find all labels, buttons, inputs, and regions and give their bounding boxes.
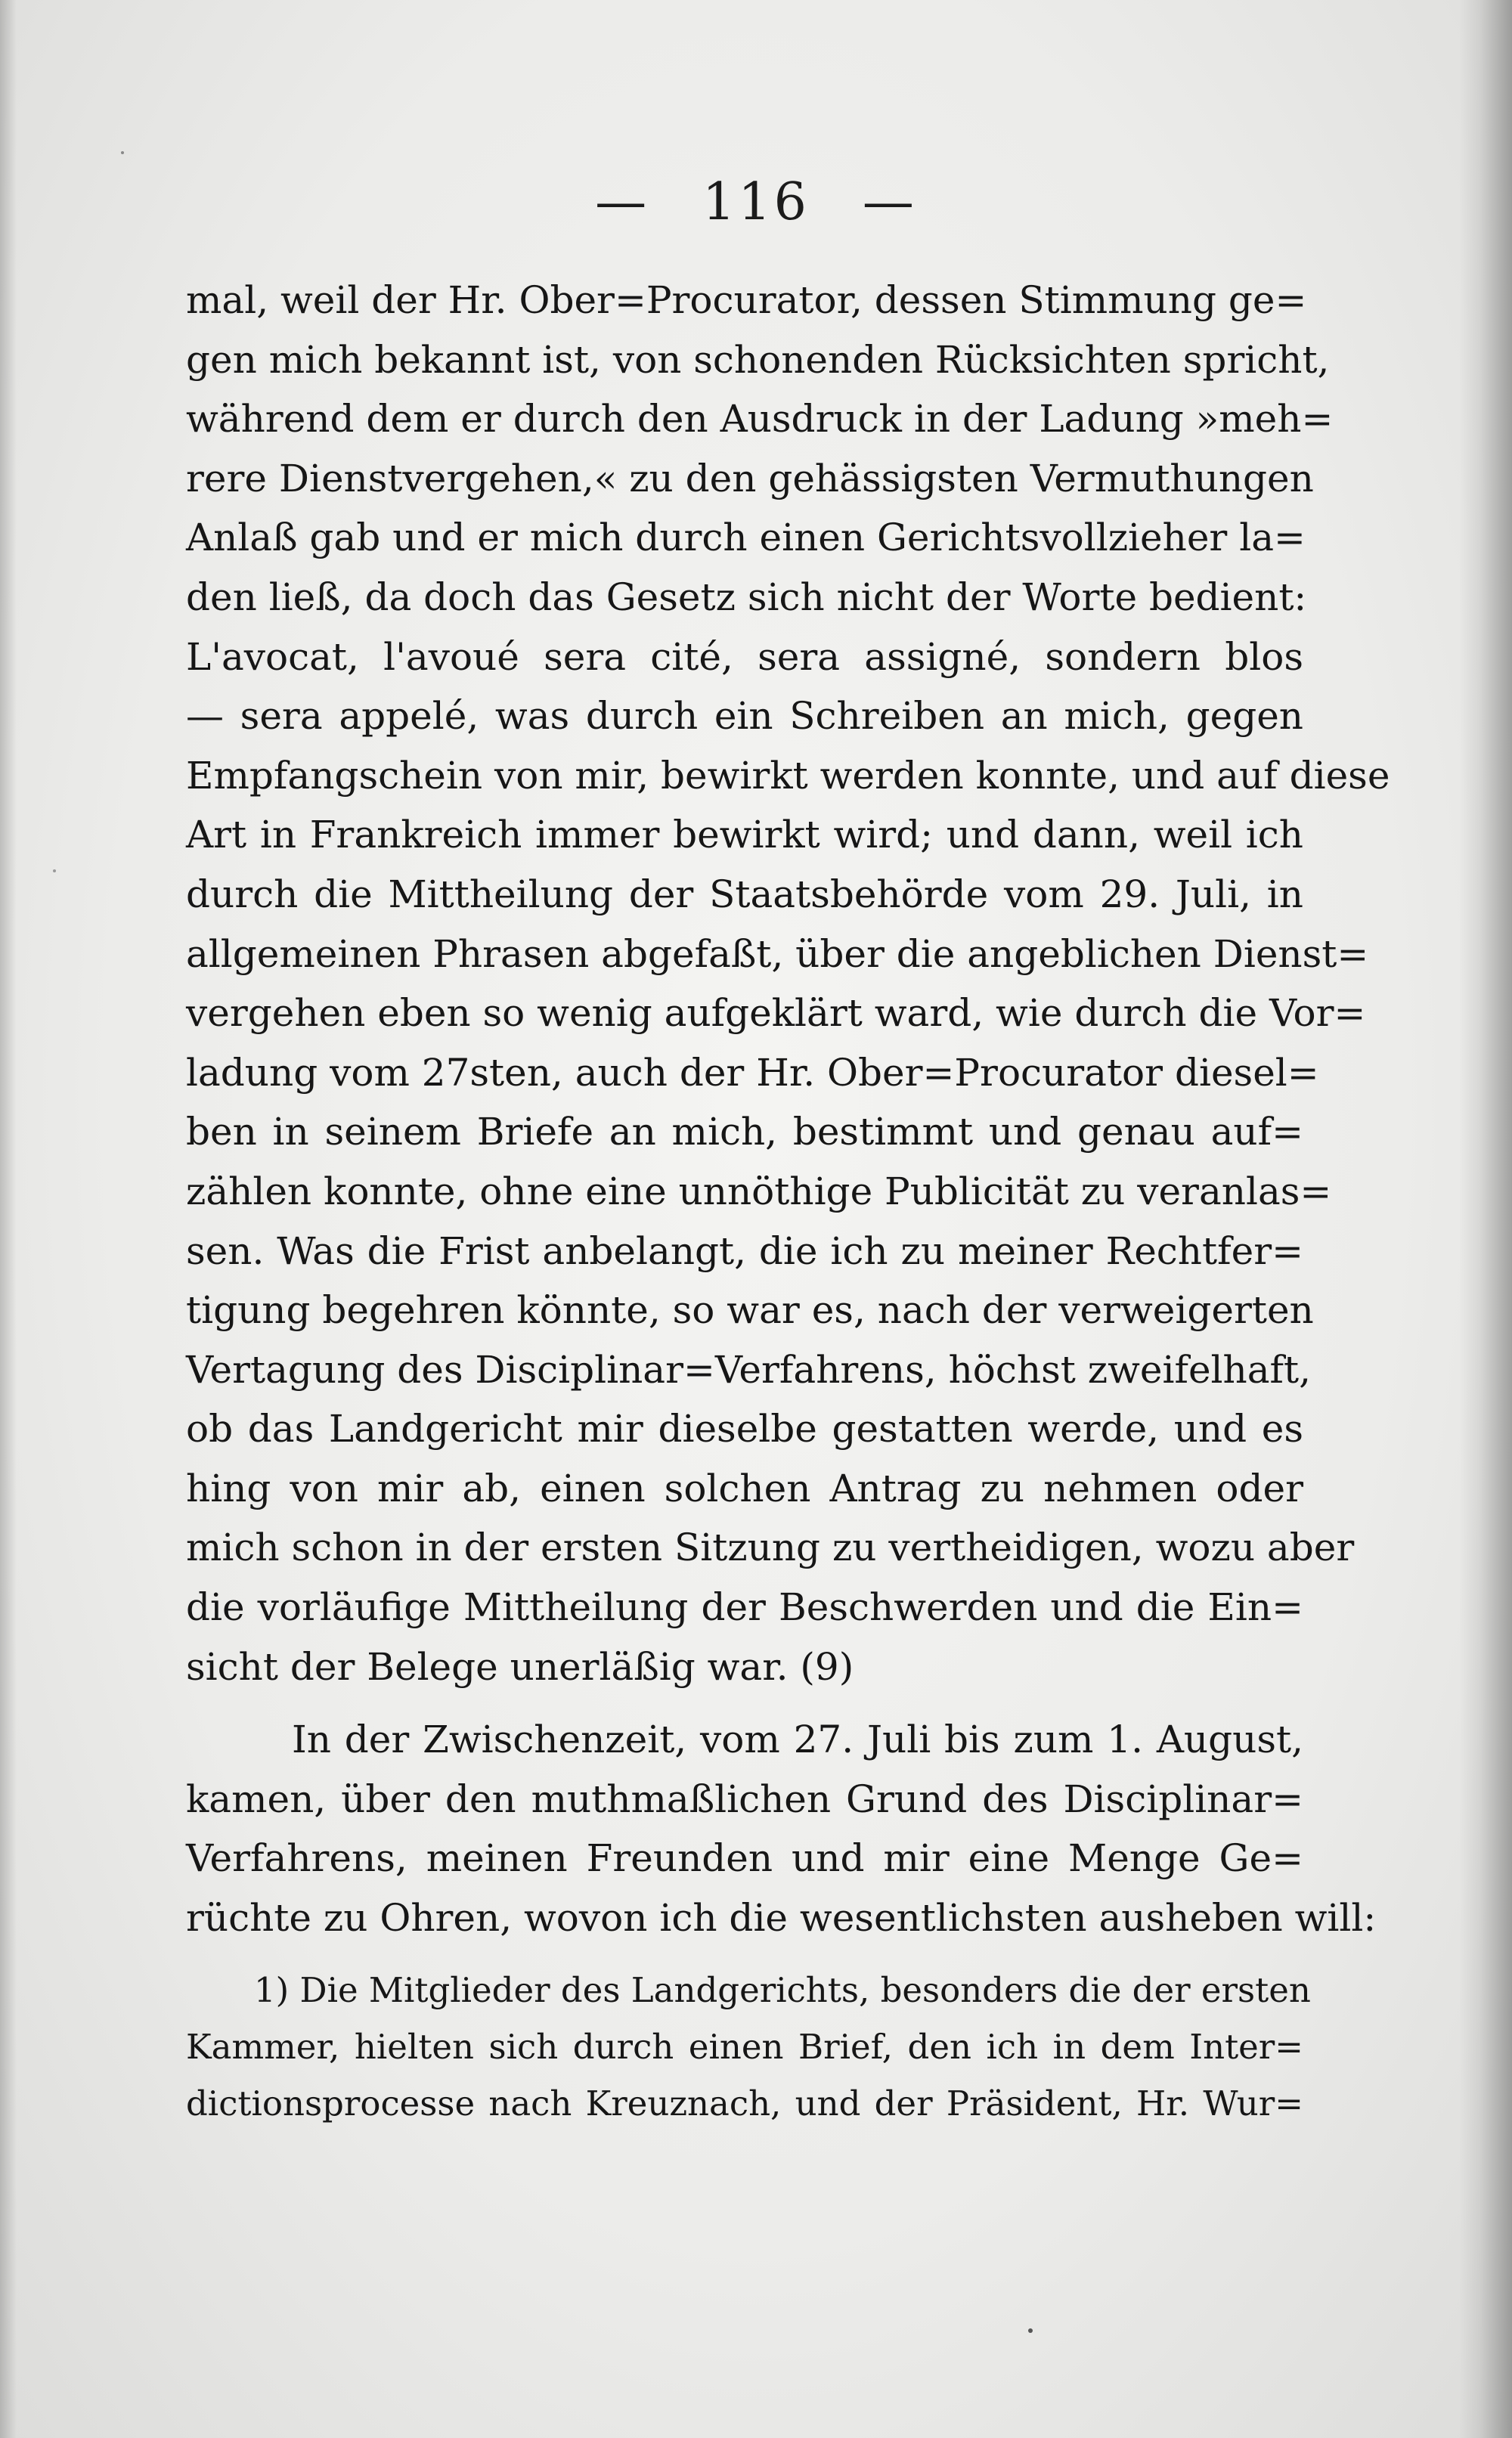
list-item-1 [186, 1962, 1311, 2132]
text-line: die vorläufige Mittheilung der Beschwerden und die Ein= [186, 1585, 1303, 1630]
text-line: den ließ, da doch das Gesetz sich nicht der Worte bedient: [186, 575, 1307, 619]
text-line: Vertagung des Disciplinar=Verfahrens, höchst zweifelhaft, [186, 1347, 1312, 1392]
header-dash-right: — [862, 172, 917, 232]
text-line: mich schon in der ersten Sitzung zu vertheidigen, wozu aber [186, 1526, 1355, 1570]
text-line: In der Zwischenzeit, vom 27. Juli bis zum 1. August, [292, 1718, 1303, 1762]
header-dash-left: — [595, 172, 650, 232]
text-line: ben in seinem Briefe an mich, bestimmt und genau auf= [186, 1110, 1303, 1154]
text-line: Art in Frankreich immer bewirkt wird; und dann, weil ich [186, 813, 1303, 857]
text-line: ladung vom 27sten, auch der Hr. Ober=Procurator diesel= [186, 1050, 1319, 1095]
text-line: rere Dienstvergehen,« zu den gehässigsten Vermuthungen [186, 456, 1314, 500]
text-line: sicht der Belege unerläßig war. (9) [186, 1644, 854, 1689]
paragraph-gap [186, 1696, 1303, 1710]
paragraph-gap [186, 1948, 1303, 1962]
text-line: Verfahrens, meinen Freunden und mir eine Menge Ge= [186, 1836, 1303, 1881]
text-line: Anlaß gab und er mich durch einen Gerichtsvollzieher la= [186, 516, 1306, 560]
page-body-text [186, 271, 1390, 2132]
text-line: während dem er durch den Ausdruck in der Ladung »meh= [186, 397, 1334, 441]
text-line: zählen konnte, ohne eine unnöthige Publicität zu veranlas= [186, 1169, 1332, 1213]
text-line: Kammer, hielten sich durch einen Brief, den ich in dem Inter= [186, 2026, 1303, 2067]
text-line: L'avocat, l'avoué sera cité, sera assigné, sondern blos [186, 634, 1303, 679]
text-line: Empfangschein von mir, bewirkt werden konnte, und auf diese [186, 753, 1390, 798]
text-line: gen mich bekannt ist, von schonenden Rücksichten spricht, [186, 337, 1330, 382]
text-line: kamen, über den muthmaßlichen Grund des Disciplinar= [186, 1777, 1303, 1821]
text-line: rüchte zu Ohren, wovon ich die wesentlichsten ausheben will: [186, 1896, 1377, 1941]
text-line: tigung begehren könnte, so war es, nach der verweigerten [186, 1288, 1314, 1333]
paper-speck [121, 151, 124, 154]
paragraph-1 [186, 271, 1390, 1696]
paper-speck [1028, 2328, 1033, 2333]
page-gutter-shadow [1459, 0, 1512, 2438]
text-line: hing von mir ab, einen solchen Antrag zu nehmen oder [186, 1466, 1303, 1510]
text-line: sen. Was die Frist anbelangt, die ich zu meiner Rechtfer= [186, 1228, 1303, 1273]
page-number-line [0, 172, 1512, 232]
text-line: — sera appelé, was durch ein Schreiben an mich, gegen [186, 694, 1303, 739]
text-line: dictionsprocesse nach Kreuznach, und der Präsident, Hr. Wur= [186, 2083, 1303, 2124]
text-line: durch die Mittheilung der Staatsbehörde vom 29. Juli, in [186, 872, 1303, 916]
page-left-edge [0, 0, 17, 2438]
text-line: vergehen eben so wenig aufgeklärt ward, wie durch die Vor= [186, 991, 1366, 1036]
paper-speck [53, 869, 56, 872]
text-line: ob das Landgericht mir dieselbe gestatten werde, und es [186, 1407, 1303, 1451]
page-number: 116 [702, 172, 810, 232]
text-line: mal, weil der Hr. Ober=Procurator, dessen Stimmung ge= [186, 278, 1307, 322]
text-line: allgemeinen Phrasen abgefaßt, über die angeblichen Dienst= [186, 931, 1369, 976]
text-line: 1) Die Mitglieder des Landgerichts, besonders die der ersten [254, 1969, 1311, 2010]
paragraph-2 [186, 1710, 1377, 1947]
